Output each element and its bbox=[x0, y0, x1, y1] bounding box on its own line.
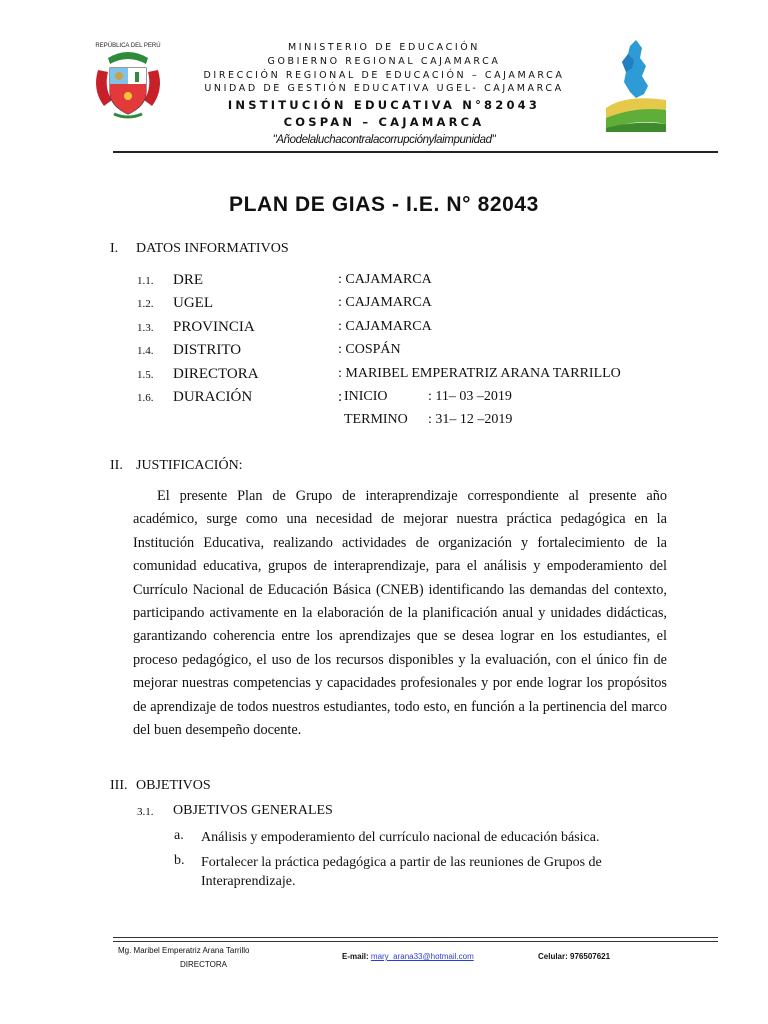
footer-phone-label: Celular bbox=[538, 952, 566, 961]
svg-text:REPÚBLICA DEL PERÚ: REPÚBLICA DEL PERÚ bbox=[95, 43, 161, 49]
footer-divider-bottom bbox=[113, 941, 718, 942]
info-item-label: DIRECTORA bbox=[173, 365, 259, 382]
section-3-1-number: 3.1. bbox=[137, 806, 154, 818]
header-institution: INSTITUCIÓN EDUCATIVA N°82043 bbox=[227, 98, 541, 112]
info-item-value: : MARIBEL EMPERATRIZ ARANA TARRILLO bbox=[338, 365, 621, 381]
footer-phone: 976507621 bbox=[570, 952, 611, 961]
info-item-number: 1.1. bbox=[137, 275, 154, 287]
header-ugel: UNIDAD DE GESTIÓN EDUCATIVA UGEL- CAJAMARCA bbox=[204, 83, 564, 94]
inicio-label: INICIO bbox=[344, 389, 388, 404]
info-item-number: 1.6. bbox=[137, 392, 154, 404]
info-item-number: 1.2. bbox=[137, 298, 154, 311]
info-item-number: 1.3. bbox=[137, 321, 154, 334]
section-3-heading: OBJETIVOS bbox=[136, 778, 211, 793]
info-item-value: : CAJAMARCA bbox=[338, 318, 432, 334]
objective-letter: b. bbox=[174, 853, 185, 868]
section-1-heading: DATOS INFORMATIVOS bbox=[136, 241, 289, 256]
info-item-number: 1.4. bbox=[137, 345, 154, 358]
termino-value: : 31– 12 –2019 bbox=[428, 412, 513, 427]
info-item-value: : CAJAMARCA bbox=[338, 272, 432, 287]
header-divider bbox=[113, 151, 718, 153]
objective-text: Fortalecer la práctica pedagógica a partir de las reuniones de Grupos de Interaprendizaje. bbox=[201, 855, 602, 889]
info-item-value: : bbox=[338, 389, 343, 405]
section-3-1-heading: OBJETIVOS GENERALES bbox=[173, 803, 333, 818]
objective-text: Análisis y empoderamiento del currículo nacional de educación básica. bbox=[201, 830, 600, 845]
info-item-label: PROVINCIA bbox=[173, 318, 255, 335]
header-regional-direction: DIRECCIÓN REGIONAL DE EDUCACIÓN – CAJAMARCA bbox=[203, 70, 565, 81]
section-2-number: II. bbox=[110, 458, 123, 473]
info-item-label: DRE bbox=[173, 272, 203, 288]
info-item-value: : CAJAMARCA bbox=[338, 295, 432, 311]
section-1-number: I. bbox=[110, 241, 119, 256]
footer-director-role: DIRECTORA bbox=[180, 960, 227, 969]
footer-email-block: E-mail: mary_arana33@hotmail.com bbox=[342, 952, 474, 961]
header-regional-government: GOBIERNO REGIONAL CAJAMARCA bbox=[267, 56, 501, 67]
inicio-value: : 11– 03 –2019 bbox=[428, 389, 512, 404]
footer-divider-top bbox=[113, 937, 718, 938]
info-item-label: UGEL bbox=[173, 295, 213, 312]
header-location: COSPAN – CAJAMARCA bbox=[283, 115, 485, 129]
info-item-number: 1.5. bbox=[137, 368, 154, 381]
termino-label: TERMINO bbox=[344, 412, 408, 427]
info-item-value: : COSPÁN bbox=[338, 342, 401, 358]
info-item-label: DISTRITO bbox=[173, 342, 242, 359]
info-item-label: DURACIÓN bbox=[173, 389, 253, 405]
footer-email-label: E-mail bbox=[342, 952, 367, 961]
footer-director-name: Mg. Maribel Emperatriz Arana Tarrillo bbox=[118, 946, 250, 955]
objective-letter: a. bbox=[174, 828, 184, 843]
justification-paragraph: El presente Plan de Grupo de interaprendizaje correspondiente al presente año académico, surge como una necesidad de mejorar nuestra práctica pedagógica en la Institución Educativa, realizando actividades de organización y fortalecimiento de la comunidad educativa, grupos de interaprendizaje, para el análisis y empoderamiento del Currículo Nacional de Educación Básica (CNEB) identificando las demandas del contexto, participando activamente en la elaboración de la planificación anual y unidades didácticas, garantizando coherencia entre los aprendizajes que se desea lograr en los estudiantes, el proceso pedagógico, el uso de los recursos disponibles y la evaluación, con el único fin de mejorar nuestras competencias y capacidades profesionales y por ende lograr los propósitos de aprendizaje de todos nuestros estudiantes, todo esto, en función a la pertinencia del marco del buen desempeño docente. bbox=[133, 488, 667, 739]
document-title: PLAN DE GIAS - I.E. N° 82043 bbox=[229, 193, 539, 216]
section-3-number: III. bbox=[110, 778, 128, 793]
header-motto: "Añodelaluchacontralacorrupciónylaimpunidad" bbox=[272, 134, 496, 146]
section-2-heading: JUSTIFICACIÓN: bbox=[136, 458, 243, 473]
header-ministry: MINISTERIO DE EDUCACIÓN bbox=[287, 42, 481, 53]
footer-phone-block: Celular: 976507621 bbox=[538, 952, 611, 961]
footer-email-link[interactable]: mary_arana33@hotmail.com bbox=[370, 952, 474, 961]
